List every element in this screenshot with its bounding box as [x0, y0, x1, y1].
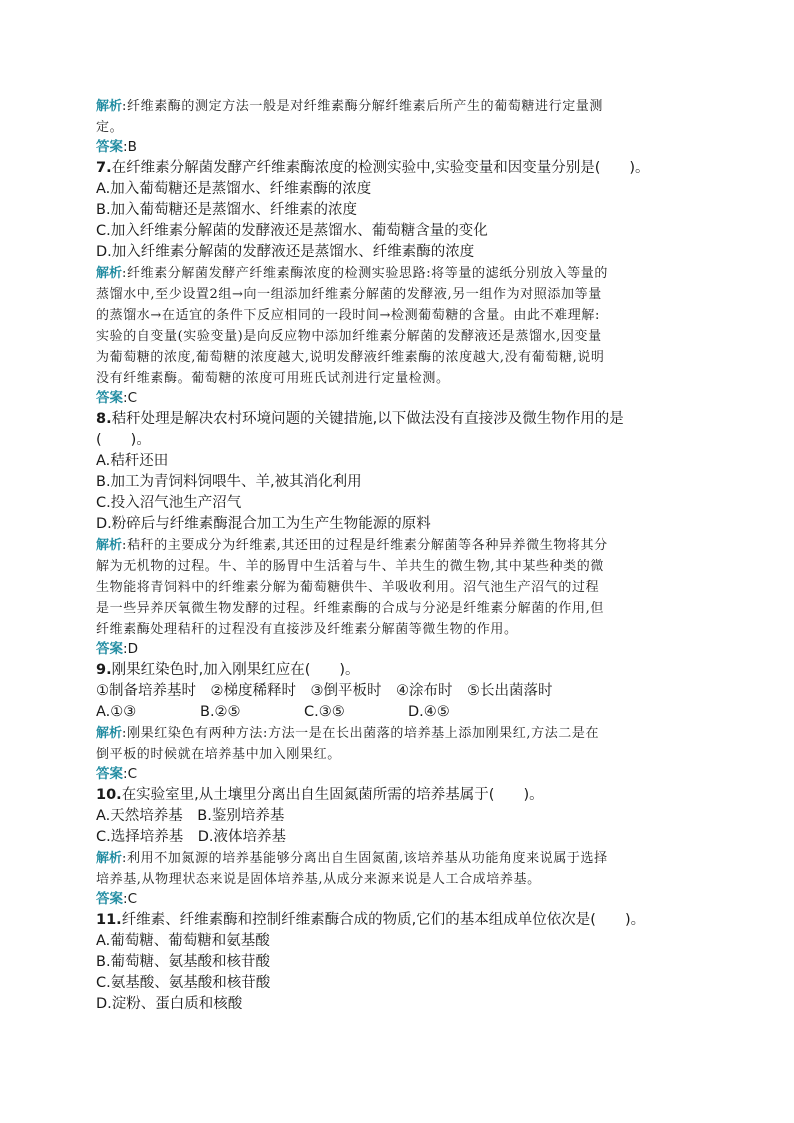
explanation-line: 解为无机物的过程。牛、羊的肠胃中生活着与牛、羊共生的微生物,其中某些种类的微 [96, 559, 604, 574]
answer-line: 答案:B [96, 139, 137, 155]
option-d: D.加入纤维素分解菌的发酵液还是蒸馏水、纤维素酶的浓度 [96, 244, 475, 260]
answer-value: D [127, 641, 138, 657]
option-c: C.加入纤维素分解菌的发酵液还是蒸馏水、葡萄糖含量的变化 [96, 223, 488, 239]
question-9-items: ①制备培养基时 ②梯度稀释时 ③倒平板时 ④涂布时 ⑤长出菌落时 [96, 683, 553, 699]
explanation-line: 定。 [96, 120, 124, 135]
explanation-line: 倒平板的时候就在培养基中加入刚果红。 [96, 747, 341, 762]
explanation-line: 解析:利用不加氮源的培养基能够分离出自生固氮菌,该培养基从功能角度来说属于选择 [96, 851, 608, 866]
question-10-stem: 10.在实验室里,从土壤里分离出自生固氮菌所需的培养基属于( )。 [96, 787, 544, 803]
option-b: B.加工为青饲料饲喂牛、羊,被其消化利用 [96, 474, 362, 490]
question-9-stem: 9.刚果红染色时,加入刚果红应在( )。 [96, 662, 360, 678]
explanation-line: 是一些异养厌氧微生物发酵的过程。纤维素酶的合成与分泌是纤维素分解菌的作用,但 [96, 601, 604, 616]
answer-value: C [127, 766, 137, 782]
option-a: A.加入葡萄糖还是蒸馏水、纤维素酶的浓度 [96, 181, 372, 197]
answer-line: 答案:D [96, 641, 138, 657]
options-row [96, 702, 704, 723]
option-d: D.粉碎后与纤维素酶混合加工为生产生物能源的原料 [96, 516, 431, 532]
explanation-line: 实验的自变量(实验变量)是向反应物中添加纤维素分解菌的发酵液还是蒸馏水,因变量 [96, 329, 602, 344]
document-content [96, 96, 704, 1015]
explanation-label: 解析 [96, 851, 123, 866]
answer-label: 答案 [96, 891, 123, 907]
option-b: B.②⑤ [200, 704, 241, 720]
options-row-ab: A.天然培养基 B.鉴别培养基 [96, 808, 285, 824]
option-c: C.③⑤ [304, 704, 345, 720]
options-row-cd: C.选择培养基 D.液体培养基 [96, 829, 287, 845]
option-c: C.氨基酸、氨基酸和核苷酸 [96, 975, 271, 991]
explanation-line: 蒸馏水中,至少设置2组→向一组添加纤维素分解菌的发酵液,另一组作为对照添加等量 [96, 287, 602, 302]
explanation-line: 纤维素酶处理秸秆的过程没有直接涉及纤维素分解菌等微生物的作用。 [96, 622, 518, 637]
explanation-label: 解析 [96, 99, 123, 114]
explanation-line: 培养基,从物理状态来说是固体培养基,从成分来源来说是人工合成培养基。 [96, 872, 541, 887]
option-c: C.投入沼气池生产沼气 [96, 495, 242, 511]
question-7-stem: 7.在纤维素分解菌发酵产纤维素酶浓度的检测实验中,实验变量和因变量分别是( )。 [96, 160, 650, 176]
explanation-line: 解析:秸秆的主要成分为纤维素,其还田的过程是纤维素分解菌等各种异养微生物将其分 [96, 538, 608, 553]
option-b: B.葡萄糖、氨基酸和核苷酸 [96, 954, 271, 970]
explanation-line: 没有纤维素酶。葡萄糖的浓度可用班氏试剂进行定量检测。 [96, 371, 450, 386]
answer-line: 答案:C [96, 390, 137, 406]
option-a: A.葡萄糖、葡萄糖和氨基酸 [96, 933, 270, 949]
answer-value: C [127, 390, 137, 406]
question-8-stem-cont: ( )。 [96, 432, 151, 448]
explanation-line: 解析:纤维素分解菌发酵产纤维素酶浓度的检测实验思路:将等量的滤纸分别放入等量的 [96, 266, 608, 281]
option-d: D.淀粉、蛋白质和核酸 [96, 996, 243, 1012]
explanation-label: 解析 [96, 726, 123, 741]
explanation-line: 解析:刚果红染色有两种方法:方法一是在长出菌落的培养基上添加刚果红,方法二是在 [96, 726, 600, 741]
explanation-line: 生物能将青饲料中的纤维素分解为葡萄糖供牛、羊吸收利用。沼气池生产沼气的过程 [96, 580, 600, 595]
explanation-line: 的蒸馏水→在适宜的条件下反应相同的一段时间→检测葡萄糖的含量。由此不难理解: [96, 308, 600, 323]
answer-label: 答案 [96, 390, 123, 406]
option-a: A.①③ [96, 704, 137, 720]
option-a: A.秸秆还田 [96, 453, 169, 469]
explanation-line: 解析:纤维素酶的测定方法一般是对纤维素酶分解纤维素后所产生的葡萄糖进行定量测 [96, 99, 604, 114]
explanation-label: 解析 [96, 266, 123, 281]
explanation-line: 为葡萄糖的浓度,葡萄糖的浓度越大,说明发酵液纤维素酶的浓度越大,没有葡萄糖,说明 [96, 350, 605, 365]
answer-label: 答案 [96, 139, 123, 155]
answer-label: 答案 [96, 766, 123, 782]
answer-line: 答案:C [96, 891, 137, 907]
question-8-stem: 8.秸秆处理是解决农村环境问题的关键措施,以下做法没有直接涉及微生物作用的是 [96, 411, 624, 427]
answer-line: 答案:C [96, 766, 137, 782]
answer-value: B [127, 139, 137, 155]
answer-label: 答案 [96, 641, 123, 657]
option-b: B.加入葡萄糖还是蒸馏水、纤维素的浓度 [96, 202, 358, 218]
answer-value: C [127, 891, 137, 907]
question-11-stem: 11.纤维素、纤维素酶和控制纤维素酶合成的物质,它们的基本组成单位依次是( )。 [96, 912, 646, 928]
explanation-label: 解析 [96, 538, 123, 553]
option-d: D.④⑤ [408, 704, 450, 720]
